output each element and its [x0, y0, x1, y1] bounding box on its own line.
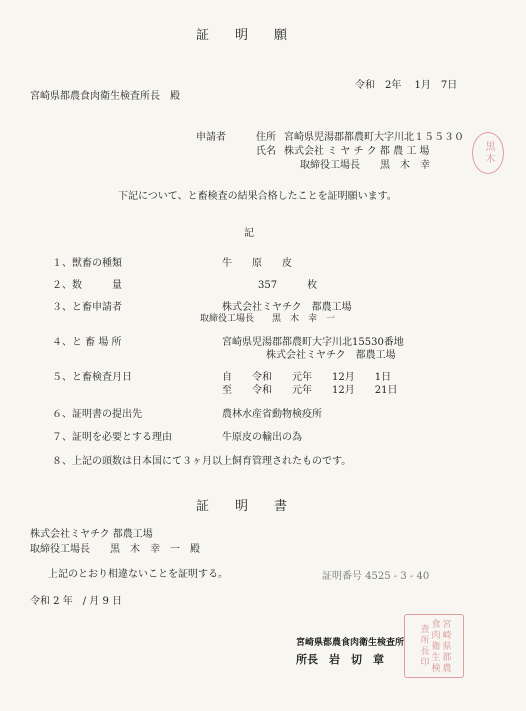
item-7-label: ７、証明を必要とする理由: [52, 432, 172, 443]
item-8-label: ８、上記の頭数は日本国にて３ヶ月以上飼育管理されたものです。: [52, 456, 352, 467]
certificate-person: 取締役工場長 黒 木 幸 一 殿: [30, 544, 200, 555]
certificate-statement: 上記のとおり相違ないことを証明する。: [48, 569, 228, 580]
item-7-value: 牛原皮の輸出の為: [222, 432, 302, 443]
item-6-label: ６、証明書の提出先: [52, 409, 142, 420]
certificate-date: 令和 2 年 / 月 9 日: [30, 596, 122, 607]
document-title: 証明願: [196, 28, 314, 43]
applicant-label: 申請者: [196, 132, 226, 143]
applicant-seal-text: 黒木: [483, 141, 494, 165]
item-2-label: ２、数 量: [52, 280, 122, 291]
issuer-name: 所長 岩 切 章: [296, 653, 384, 666]
ki-heading: 記: [244, 228, 254, 239]
office-seal-text: 宮崎県都農食肉衛生検査所長印: [418, 618, 451, 674]
applicant-company: 株式会社 ミ ヤ チ ク 都 農 工 場: [284, 146, 430, 157]
item-2-value: 357 枚: [258, 280, 318, 291]
applicant-address: 宮崎県児湯郡都農町大字川北１５５３０: [284, 132, 464, 143]
item-5-label: ５、と畜検査月日: [52, 372, 132, 383]
item-5-value: 自 令和 元年 12月 1日: [222, 372, 392, 383]
item-3-label: ３、と畜申請者: [52, 302, 122, 313]
item-4-value2: 株式会社ミヤチク 都農工場: [266, 350, 396, 361]
item-6-value: 農林水産省動物検疫所: [222, 409, 322, 420]
issuer-office: 宮崎県都農食肉衛生検査所: [296, 638, 405, 648]
item-4-label: ４、と 畜 場 所: [52, 337, 122, 348]
item-1-value: 牛 原 皮: [222, 258, 292, 269]
address-label: 住所: [256, 132, 276, 143]
item-1-label: １、獣畜の種類: [52, 258, 122, 269]
intro-text: 下記について、と畜検査の結果合格したことを証明願います。: [118, 191, 397, 202]
certificate-company: 株式会社ミヤチク 都農工場: [30, 529, 153, 540]
office-seal: [404, 614, 464, 678]
certificate-title: 証明書: [196, 499, 314, 514]
addressee: 宮崎県都農食肉衛生検査所長 殿: [30, 91, 180, 102]
item-3-value: 株式会社ミヤチク 都農工場: [222, 302, 352, 313]
certificate-number: 証明番号 4525 - 3 - 40: [322, 571, 430, 582]
name-label: 氏名: [256, 146, 276, 157]
applicant-person: 取締役工場長 黒 木 幸: [300, 160, 430, 171]
applicant-seal: [472, 132, 504, 174]
application-date: 令和 2年 1月 7日: [355, 80, 458, 91]
item-4-value: 宮崎県児湯郡都農町大字川北15530番地: [222, 337, 404, 348]
item-3-value2: 取締役工場長 黒 木 幸 一: [200, 314, 336, 324]
item-5-value2: 至 令和 元年 12月 21日: [222, 385, 398, 396]
